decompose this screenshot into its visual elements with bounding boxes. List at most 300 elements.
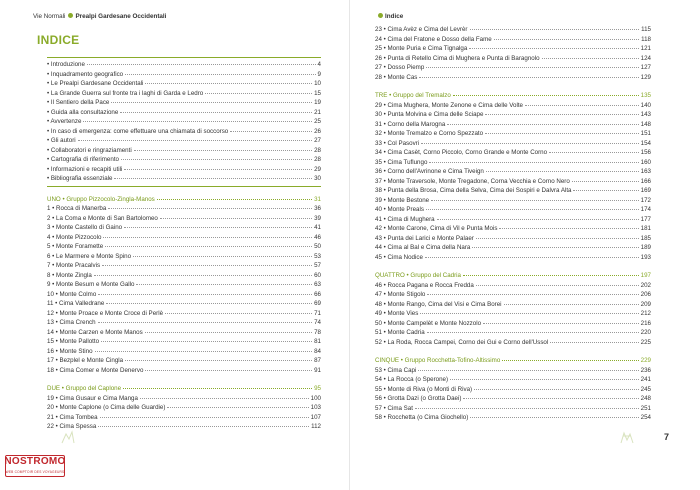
toc-entry xyxy=(375,73,651,83)
toc-section xyxy=(375,25,651,82)
toc-entry-page: 248 xyxy=(640,395,651,402)
toc-entry-label: 27 • Dosso Piemp xyxy=(375,64,425,71)
toc-entry-label: 43 • Punta dei Larici e Monte Palaer xyxy=(375,234,474,242)
toc-entry xyxy=(375,25,651,35)
toc-entry xyxy=(47,127,321,137)
dot-leader xyxy=(95,351,313,352)
dot-leader xyxy=(121,159,312,160)
toc-entry xyxy=(47,347,321,357)
toc-entry-label: • La Grande Guerra sul fronte tra i laghi di Garda e Ledro xyxy=(47,89,204,97)
toc-entry-label: 28 • Monte Cas xyxy=(375,73,418,81)
toc-entry-label: • Introduzione xyxy=(47,61,85,68)
toc-entry-page: 212 xyxy=(640,310,651,317)
toc-entry xyxy=(375,234,651,244)
toc-entry xyxy=(47,318,321,328)
toc-entry-label: 37 • Monte Traversole, Monte Tregadone, Corna Vecchia e Corno Nero xyxy=(375,177,570,185)
toc-entry xyxy=(375,309,651,319)
toc-entry-label: 40 • Monte Preals xyxy=(375,206,424,213)
dot-leader xyxy=(463,275,639,276)
toc-entry-page: 169 xyxy=(640,187,651,194)
page-number: 7 xyxy=(663,432,669,442)
toc-entry-page: 129 xyxy=(640,73,651,81)
toc-entry-page: 74 xyxy=(314,319,321,326)
dot-leader xyxy=(125,360,312,361)
toc-entry-page: 177 xyxy=(640,215,651,223)
toc-entry-page: 107 xyxy=(310,413,321,421)
toc-entry xyxy=(375,281,651,291)
toc-entry-label: 48 • Monte Rango, Cima del Visi e Cima Borei xyxy=(375,300,502,308)
toc-entry-page: 50 xyxy=(314,243,321,250)
dot-leader xyxy=(94,275,312,276)
dot-leader xyxy=(502,360,638,361)
dot-leader xyxy=(427,294,638,295)
toc-entry-page: 148 xyxy=(640,120,651,128)
toc-entry-page: 21 xyxy=(314,108,321,116)
toc-entry-page: 60 xyxy=(314,271,321,279)
toc-entry-page: 28 xyxy=(314,156,321,163)
toc-entry-page: 95 xyxy=(314,385,321,392)
toc-entry-page: 39 xyxy=(314,214,321,222)
toc-entry-label: • Bibliografia essenziale xyxy=(47,175,113,182)
toc-entry xyxy=(375,205,651,215)
dot-leader xyxy=(450,379,639,380)
toc-entry-label: 15 • Monte Pallotto xyxy=(47,338,100,345)
toc-entry xyxy=(47,356,321,366)
toc-entry-label: 51 • Monte Cadria xyxy=(375,329,425,336)
toc-entry-label: 58 • Rocchetta (o Cima Giochello) xyxy=(375,414,469,421)
dot-leader xyxy=(78,140,312,141)
toc-entry-page: 151 xyxy=(640,130,651,137)
dot-leader xyxy=(230,131,312,132)
toc-entry xyxy=(47,337,321,347)
toc-entry-label: • Inquadramento geografico xyxy=(47,70,124,78)
toc-entry-page: 25 xyxy=(314,118,321,125)
toc-entry-page: 9 xyxy=(317,70,321,78)
toc-entry xyxy=(47,108,321,118)
toc-entry-label: 31 • Corno della Marogna xyxy=(375,120,446,128)
toc-entry-page: 26 xyxy=(314,127,321,135)
toc-entry-label: 19 • Cima Gusaur e Cima Manga xyxy=(47,394,138,402)
toc-entry-page: 66 xyxy=(314,290,321,298)
toc-entry xyxy=(47,422,321,432)
toc-entry xyxy=(47,79,321,89)
dot-leader xyxy=(427,332,639,333)
toc-entry-page: 174 xyxy=(640,206,651,213)
dot-leader xyxy=(133,256,312,257)
running-head-title: Indice xyxy=(385,13,404,20)
toc-entry-label: • Le Prealpi Gardesane Occidentali xyxy=(47,80,144,87)
toc-entry-label: 39 • Monte Bestone xyxy=(375,196,430,204)
dot-leader xyxy=(420,313,638,314)
toc-entry-label: 11 • Cima Valledrane xyxy=(47,300,105,307)
toc-entry-page: 69 xyxy=(314,300,321,307)
toc-entry-page: 245 xyxy=(640,385,651,393)
dot-leader xyxy=(87,64,316,65)
toc-entry-page: 163 xyxy=(640,168,651,175)
toc-entry xyxy=(47,117,321,127)
toc-entry xyxy=(47,146,321,156)
toc-group-heading xyxy=(47,384,321,394)
toc-entry xyxy=(375,158,651,168)
dot-leader xyxy=(431,200,639,201)
toc-entry-label: 21 • Cima Tombea xyxy=(47,413,98,421)
toc-entry-label: 38 • Punta della Brosa, Cima della Selva, Cima dei Sospiri e Dalvra Alta xyxy=(375,187,572,194)
toc-entry xyxy=(47,70,321,80)
toc-section xyxy=(47,384,321,432)
toc-entry-label: 13 • Cima Crench xyxy=(47,319,96,326)
toc-entry-label: 57 • Cima Sat xyxy=(375,404,413,412)
toc-entry-page: 78 xyxy=(314,328,321,336)
toc-entry-label: 20 • Monte Caplone (o Cima delle Guardie) xyxy=(47,404,166,411)
toc-entry-label: 56 • Grotta Dazi (o Grotta Daei) xyxy=(375,395,462,402)
toc-entry xyxy=(47,233,321,243)
toc-entry-page: 181 xyxy=(640,225,651,232)
toc-entry-page: 10 xyxy=(314,80,321,87)
toc-entry-label: 9 • Monte Besum e Monte Gallo xyxy=(47,281,135,288)
dot-leader xyxy=(486,171,639,172)
toc-entry xyxy=(375,148,651,158)
toc-entry xyxy=(47,165,321,175)
logo-tagline: WEB COMPTOIR DES VOYAGEURS xyxy=(5,470,65,474)
toc-entry-page: 19 xyxy=(314,99,321,106)
dot-leader xyxy=(101,341,312,342)
toc-entry-page: 127 xyxy=(640,64,651,71)
toc-entry-label: 1 • Rocca di Manerba xyxy=(47,205,107,212)
toc-entry-label: 30 • Punta Molvina e Cima delle Sciape xyxy=(375,111,484,118)
toc-entry-page: 154 xyxy=(640,139,651,147)
toc-entry xyxy=(47,223,321,233)
toc-entry-page: 27 xyxy=(314,137,321,144)
dot-leader xyxy=(102,265,312,266)
toc-entry-page: 172 xyxy=(640,196,651,204)
toc-group-heading xyxy=(375,356,651,366)
toc-entry xyxy=(47,366,321,376)
dot-leader xyxy=(504,304,639,305)
dot-leader xyxy=(167,407,308,408)
toc-entry-label: • Collaboratori e ringraziamenti xyxy=(47,146,132,154)
toc-entry-label: 42 • Monte Carone, Cima di Vil e Punta Mois xyxy=(375,225,498,232)
dot-leader xyxy=(426,67,638,68)
toc-entry-page: 30 xyxy=(314,175,321,182)
toc-entry xyxy=(47,204,321,214)
toc-group-heading xyxy=(47,195,321,205)
dot-leader xyxy=(106,303,312,304)
toc-entry xyxy=(47,290,321,300)
toc-entry-label: QUATTRO • Gruppo del Cadria xyxy=(375,272,461,279)
toc-entry-label: 12 • Monte Proace e Monte Croce di Perlè xyxy=(47,309,164,317)
toc-entry xyxy=(375,63,651,73)
dot-leader xyxy=(549,152,639,153)
toc-entry-label: UNO • Gruppo Pizzocolo-Zingla-Manos xyxy=(47,195,155,203)
toc-entry-page: 216 xyxy=(640,319,651,327)
toc-entry-label: 50 • Monte Campelèt e Monte Nozzolo xyxy=(375,319,482,327)
toc-entry-label: 3 • Monte Castello di Gaino xyxy=(47,224,123,231)
toc-entry xyxy=(375,300,651,310)
toc-entry-label: TRE • Gruppo del Tremalzo xyxy=(375,92,451,99)
toc-entry-label: 35 • Cima Tuflungo xyxy=(375,158,428,166)
toc-entry-label: 18 • Cima Comer e Monte Denervo xyxy=(47,366,144,374)
toc-entry xyxy=(47,271,321,281)
toc-entry-page: 241 xyxy=(640,376,651,383)
toc-entry-label: 34 • Cima Casèt, Corno Piccolo, Corno Grande e Monte Corno xyxy=(375,149,548,156)
toc-entry-label: 7 • Monte Pracalvis xyxy=(47,262,101,269)
dot-leader xyxy=(429,162,638,163)
toc-entry-label: 46 • Rocca Pagana e Rocca Fredda xyxy=(375,281,474,289)
toc-entry-label: 53 • Cima Capi xyxy=(375,366,417,374)
toc-entry-label: 5 • Monte Foramette xyxy=(47,243,104,250)
toc-entry xyxy=(375,120,651,130)
dot-leader xyxy=(157,199,312,200)
toc-entry xyxy=(47,252,321,262)
toc-entry-page: 135 xyxy=(640,92,651,99)
running-head-prefix: Vie Normali xyxy=(33,13,66,20)
dot-leader xyxy=(124,169,312,170)
dot-leader xyxy=(542,58,639,59)
toc-entry-label: 2 • La Coma e Monte di San Bartolomeo xyxy=(47,214,158,222)
dot-leader xyxy=(136,284,312,285)
toc-entry-page: 87 xyxy=(314,357,321,364)
toc-entry xyxy=(375,338,651,348)
toc-entry-page: 143 xyxy=(640,111,651,118)
dot-leader xyxy=(98,426,309,427)
toc-entry-label: • Cartografia di riferimento xyxy=(47,156,119,163)
toc-entry xyxy=(47,136,321,146)
toc-entry xyxy=(47,394,321,404)
dot-leader xyxy=(476,285,639,286)
page-title: INDICE xyxy=(37,33,80,47)
toc-entry-label: DUE • Gruppo del Caplone xyxy=(47,385,122,392)
toc-entry xyxy=(47,299,321,309)
toc-entry xyxy=(375,385,651,395)
logo-name: NOSTROMO xyxy=(4,456,66,467)
dot-leader xyxy=(134,150,312,151)
toc-entry-page: 29 xyxy=(314,165,321,173)
toc-entry xyxy=(375,44,651,54)
toc-entry-page: 121 xyxy=(640,45,651,52)
dot-leader xyxy=(98,322,313,323)
dot-leader xyxy=(125,74,315,75)
toc-entry-label: • Gli autori xyxy=(47,137,76,144)
toc-entry-label: 45 • Cima Nodice xyxy=(375,253,423,261)
dot-leader xyxy=(140,398,309,399)
toc-entry xyxy=(375,243,651,253)
toc-entry-label: 14 • Monte Carzen e Monte Manos xyxy=(47,328,143,336)
dot-leader xyxy=(472,247,638,248)
toc-entry-page: 160 xyxy=(640,158,651,166)
toc-entry-page: 193 xyxy=(640,253,651,261)
dot-leader xyxy=(499,228,638,229)
toc-entry xyxy=(47,242,321,252)
hiker-decoration-icon xyxy=(60,430,76,444)
toc-entry xyxy=(47,309,321,319)
toc-entry xyxy=(375,167,651,177)
dot-leader xyxy=(83,121,312,122)
toc-entry-label: 6 • Le Marmere e Monte Spino xyxy=(47,252,132,260)
dot-leader xyxy=(120,112,312,113)
dot-leader xyxy=(114,178,312,179)
toc-entry-page: 209 xyxy=(640,300,651,308)
dot-leader xyxy=(105,246,312,247)
toc-entry-label: 16 • Monte Stino xyxy=(47,347,93,355)
dot-leader xyxy=(421,143,639,144)
dot-leader xyxy=(470,29,640,30)
bullet-dot-icon xyxy=(68,13,73,18)
toc-entry-label: 52 • La Roda, Rocca Campei, Corno dei Gui e Corno dell'Ussol xyxy=(375,338,549,346)
toc-entry-page: 28 xyxy=(314,146,321,154)
dot-leader xyxy=(415,408,639,409)
toc-entry-page: 112 xyxy=(311,423,321,430)
toc-group-heading xyxy=(375,91,651,101)
toc-entry-page: 140 xyxy=(640,101,651,109)
toc-entry-page: 103 xyxy=(310,404,321,411)
toc-entry-page: 185 xyxy=(640,234,651,242)
toc-entry xyxy=(375,139,651,149)
toc-entry xyxy=(375,110,651,120)
toc-entry-label: 4 • Monte Pizzocolo xyxy=(47,233,102,241)
toc-entry-page: 31 xyxy=(314,195,321,203)
toc-entry-label: 33 • Col Pasovri xyxy=(375,139,420,147)
hiker-decoration-icon xyxy=(619,430,635,444)
toc-entry xyxy=(375,35,651,45)
dot-leader xyxy=(470,417,638,418)
toc-entry xyxy=(47,261,321,271)
dot-leader xyxy=(485,133,639,134)
toc-entry-label: • Informazioni e recapiti utili xyxy=(47,165,123,173)
dot-leader xyxy=(483,323,639,324)
dot-leader xyxy=(145,370,312,371)
toc-entry xyxy=(375,196,651,206)
toc-entry xyxy=(375,366,651,376)
toc-entry-label: 44 • Cima al Bal e Cima della Nara xyxy=(375,244,471,251)
toc-entry xyxy=(375,54,651,64)
toc-entry xyxy=(47,89,321,99)
dot-leader xyxy=(124,227,312,228)
toc-entry-page: 53 xyxy=(314,252,321,260)
dot-leader xyxy=(111,102,312,103)
toc-entry-page: 251 xyxy=(640,404,651,412)
toc-entry-label: 29 • Cima Mughera, Monte Zenone e Cima delle Volte xyxy=(375,101,523,109)
right-page xyxy=(350,0,700,490)
toc-entry-label: 25 • Monte Puria e Cima Tignalga xyxy=(375,45,468,52)
toc-entry-page: 57 xyxy=(314,262,321,269)
toc-entry-label: • Avvertenze xyxy=(47,118,82,125)
toc-entry-page: 225 xyxy=(640,338,651,346)
toc-entry xyxy=(375,404,651,414)
toc-section xyxy=(375,356,651,423)
toc-entry-label: 55 • Monte di Riva (o Monti di Riva) xyxy=(375,385,473,393)
toc-entry-label: 22 • Cima Spessa xyxy=(47,423,97,430)
toc-entry xyxy=(47,413,321,423)
dot-leader xyxy=(453,95,639,96)
toc-entry-label: • Il Sentiero della Pace xyxy=(47,99,110,106)
dot-leader xyxy=(418,370,638,371)
dot-leader xyxy=(494,39,639,40)
running-head-title: Prealpi Gardesane Occidentali xyxy=(75,13,167,20)
toc-entry xyxy=(375,290,651,300)
dot-leader xyxy=(205,93,312,94)
dot-leader xyxy=(145,83,312,84)
toc-entry-page: 63 xyxy=(314,281,321,288)
toc-entry-page: 156 xyxy=(640,149,651,156)
toc-entry xyxy=(375,129,651,139)
toc-entry-page: 220 xyxy=(640,329,651,336)
toc-entry-label: 24 • Cima del Fratone e Dosso della Fame xyxy=(375,35,492,43)
dot-leader xyxy=(463,398,638,399)
toc-entry-label: • Guida alla consultazione xyxy=(47,108,119,116)
intro-section xyxy=(47,57,321,187)
toc-entry xyxy=(47,60,321,70)
dot-leader xyxy=(123,388,312,389)
dot-leader xyxy=(103,237,312,238)
dot-leader xyxy=(525,105,639,106)
bullet-dot-icon xyxy=(378,13,383,18)
toc-entry-page: 15 xyxy=(314,89,321,97)
dot-leader xyxy=(572,181,639,182)
toc-entry-label: 54 • La Rocca (o Sperone) xyxy=(375,376,449,383)
toc-entry xyxy=(375,328,651,338)
toc-entry-label: 41 • Cima di Mughera xyxy=(375,215,435,223)
toc-entry-label: CINQUE • Gruppo Rocchetta-Tofino-Altissimo xyxy=(375,357,501,364)
toc-group-heading xyxy=(375,271,651,281)
toc-entry-page: 254 xyxy=(640,414,651,421)
dot-leader xyxy=(550,342,638,343)
toc-entry xyxy=(375,177,651,187)
dot-leader xyxy=(425,257,639,258)
toc-entry-label: 49 • Monte Vies xyxy=(375,310,419,317)
toc-entry xyxy=(375,375,651,385)
toc-entry-page: 202 xyxy=(640,281,651,289)
toc-section xyxy=(375,271,651,347)
running-head-right xyxy=(375,13,403,20)
toc-entry-page: 229 xyxy=(640,357,651,364)
toc-entry-page: 236 xyxy=(640,366,651,374)
dot-leader xyxy=(165,313,312,314)
dot-leader xyxy=(98,294,312,295)
toc-entry-page: 81 xyxy=(314,338,321,345)
toc-entry xyxy=(47,98,321,108)
toc-entry xyxy=(375,215,651,225)
running-head-left xyxy=(33,13,166,20)
toc-entry-label: 17 • Bezplel e Monte Cingla xyxy=(47,357,124,364)
toc-entry-page: 189 xyxy=(640,244,651,251)
toc-right xyxy=(375,25,651,432)
dot-leader xyxy=(100,417,309,418)
dot-leader xyxy=(573,190,638,191)
toc-entry xyxy=(47,155,321,165)
toc-entry-page: 91 xyxy=(314,366,321,374)
toc-entry xyxy=(375,413,651,423)
dot-leader xyxy=(474,389,639,390)
toc-entry xyxy=(375,394,651,404)
dot-leader xyxy=(437,219,639,220)
toc-entry xyxy=(47,280,321,290)
toc-entry-label: 47 • Monte Stigolo xyxy=(375,291,426,298)
toc-entry xyxy=(47,403,321,413)
toc-entry-page: 41 xyxy=(314,224,321,231)
toc-entry-label: 8 • Monte Zingla xyxy=(47,271,92,279)
toc-entry xyxy=(375,101,651,111)
dot-leader xyxy=(447,124,638,125)
toc-section xyxy=(47,195,321,376)
toc-entry-label: • In caso di emergenza: come effettuare una chiamata di soccorso xyxy=(47,127,229,135)
dot-leader xyxy=(426,209,639,210)
dot-leader xyxy=(419,77,638,78)
dot-leader xyxy=(476,238,639,239)
toc-entry-page: 115 xyxy=(641,26,651,33)
toc-entry xyxy=(375,253,651,263)
toc-entry-page: 36 xyxy=(314,205,321,212)
toc-entry-page: 71 xyxy=(314,309,321,317)
